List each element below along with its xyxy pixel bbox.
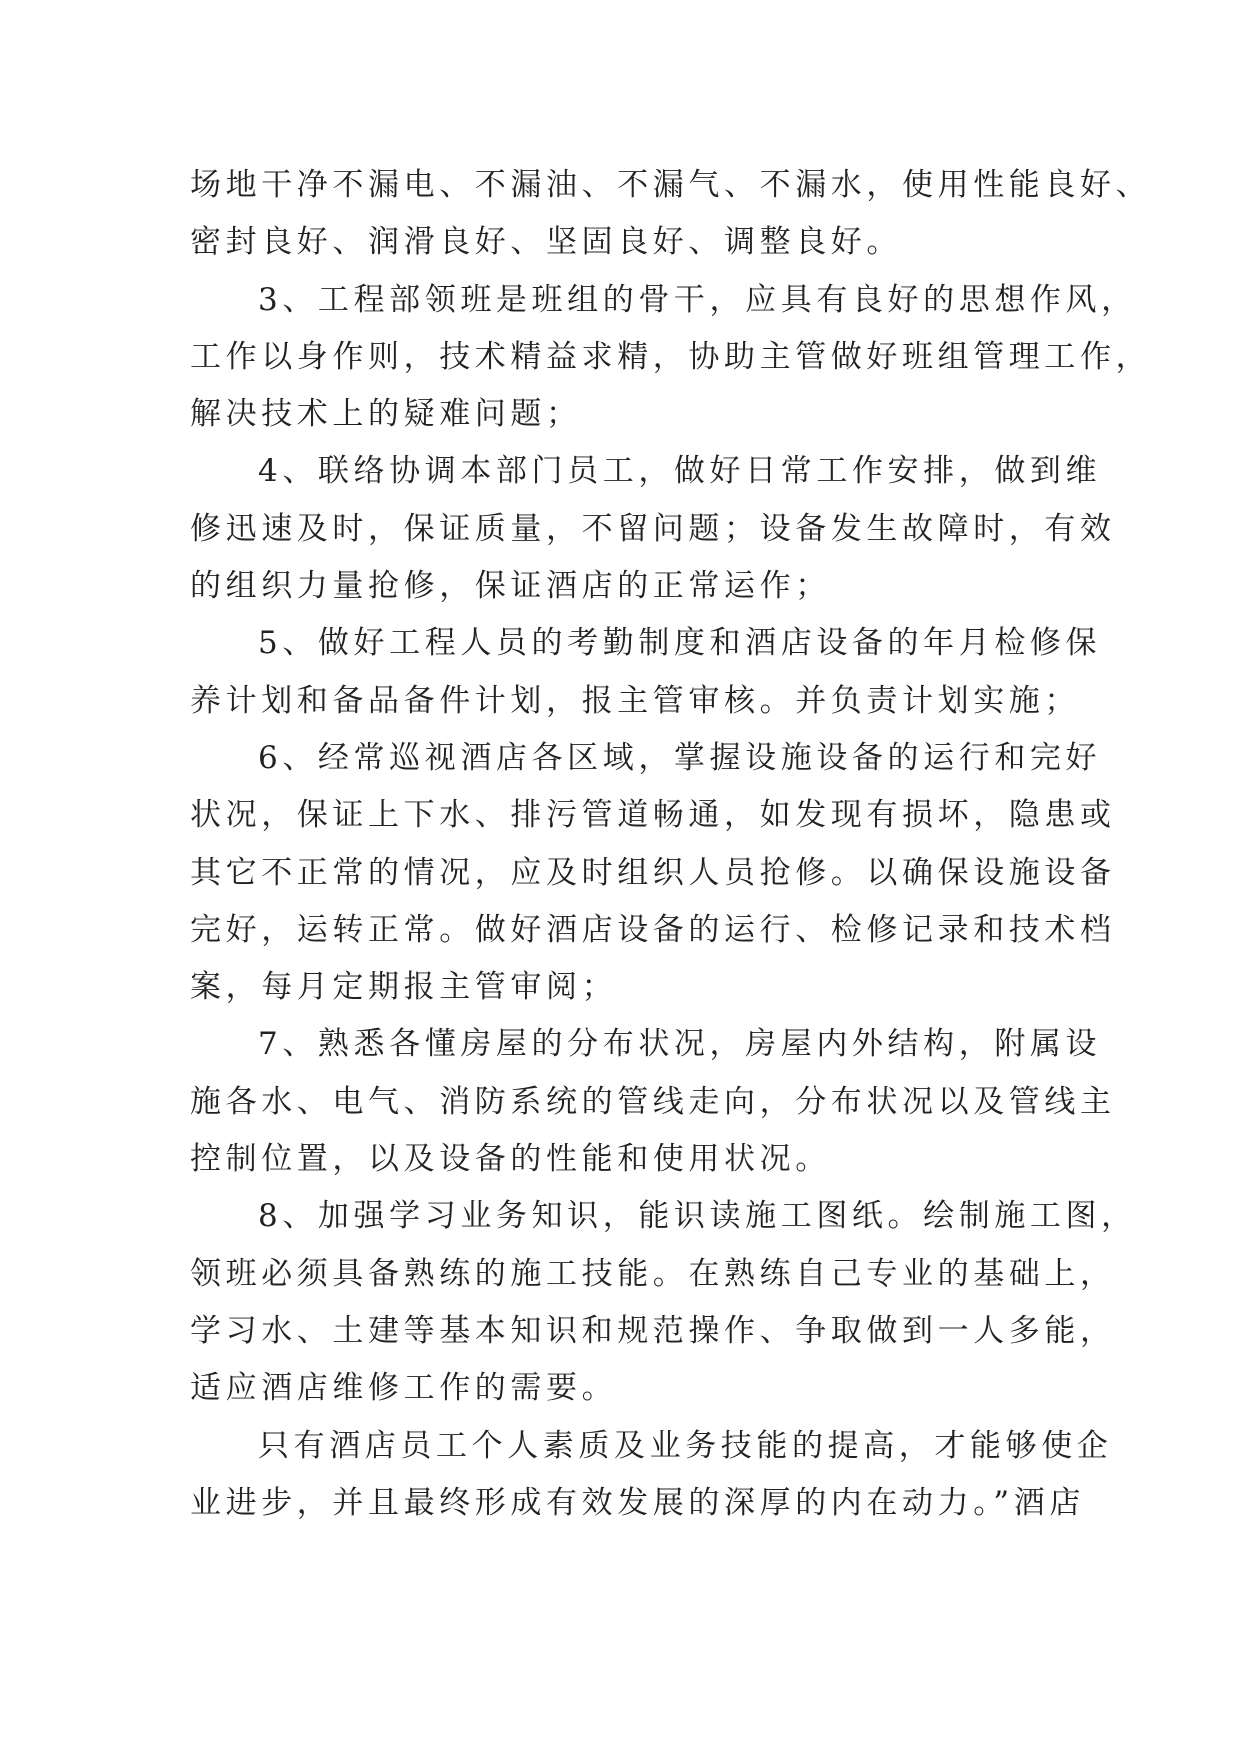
text-line: 解决技术上的疑难问题； xyxy=(190,396,582,433)
paragraph-3-first-line: 3、工程部领班是班组的骨干，应具有良好的思想作风， xyxy=(258,281,1137,318)
text-line: 场地干净不漏电、不漏油、不漏气、不漏水，使用性能良好、 xyxy=(190,167,1152,203)
paragraph-7-first-line: 7、熟悉各懂房屋的分布状况，房屋内外结构，附属设 xyxy=(258,1026,1102,1063)
text-line: 施各水、电气、消防系统的管线走向，分布状况以及管线主 xyxy=(190,1083,1116,1120)
paragraph-5-first-line: 5、做好工程人员的考勤制度和酒店设备的年月检修保 xyxy=(258,625,1102,662)
document-body xyxy=(190,157,1152,1532)
paragraph-6-first-line: 6、经常巡视酒店各区域，掌握设施设备的运行和完好 xyxy=(258,739,1102,776)
text-line: 工作以身作则，技术精益求精，协助主管做好班组管理工作， xyxy=(190,338,1152,375)
text-line: 修迅速及时，保证质量，不留问题；设备发生故障时，有效 xyxy=(190,510,1116,547)
text-line: 状况，保证上下水、排污管道畅通，如发现有损坏，隐患或 xyxy=(190,797,1116,834)
text-line: 的组织力量抢修，保证酒店的正常运作； xyxy=(190,568,831,605)
text-line: 其它不正常的情况，应及时组织人员抢修。以确保设施设备 xyxy=(190,854,1116,891)
text-line: 案，每月定期报主管审阅； xyxy=(190,969,618,1006)
paragraph-8-first-line: 8、加强学习业务知识，能识读施工图纸。绘制施工图， xyxy=(258,1198,1137,1235)
text-line: 密封良好、润滑良好、坚固良好、调整良好。 xyxy=(190,224,902,261)
text-line: 学习水、土建等基本知识和规范操作、争取做到一人多能， xyxy=(190,1312,1116,1349)
text-line: 养计划和备品备件计划，报主管审核。并负责计划实施； xyxy=(190,682,1080,719)
text-line: 业进步，并且最终形成有效发展的深厚的内在动力。”酒店 xyxy=(190,1484,1085,1521)
closing-paragraph-first-line: 只有酒店员工个人素质及业务技能的提高，才能够使企 xyxy=(258,1427,1113,1464)
text-line: 控制位置，以及设备的性能和使用状况。 xyxy=(190,1141,831,1178)
text-line: 领班必须具备熟练的施工技能。在熟练自己专业的基础上， xyxy=(190,1255,1116,1292)
text-line: 完好，运转正常。做好酒店设备的运行、检修记录和技术档 xyxy=(190,911,1116,948)
paragraph-4-first-line: 4、联络协调本部门员工，做好日常工作安排，做到维 xyxy=(258,453,1102,490)
text-line: 适应酒店维修工作的需要。 xyxy=(190,1370,618,1407)
